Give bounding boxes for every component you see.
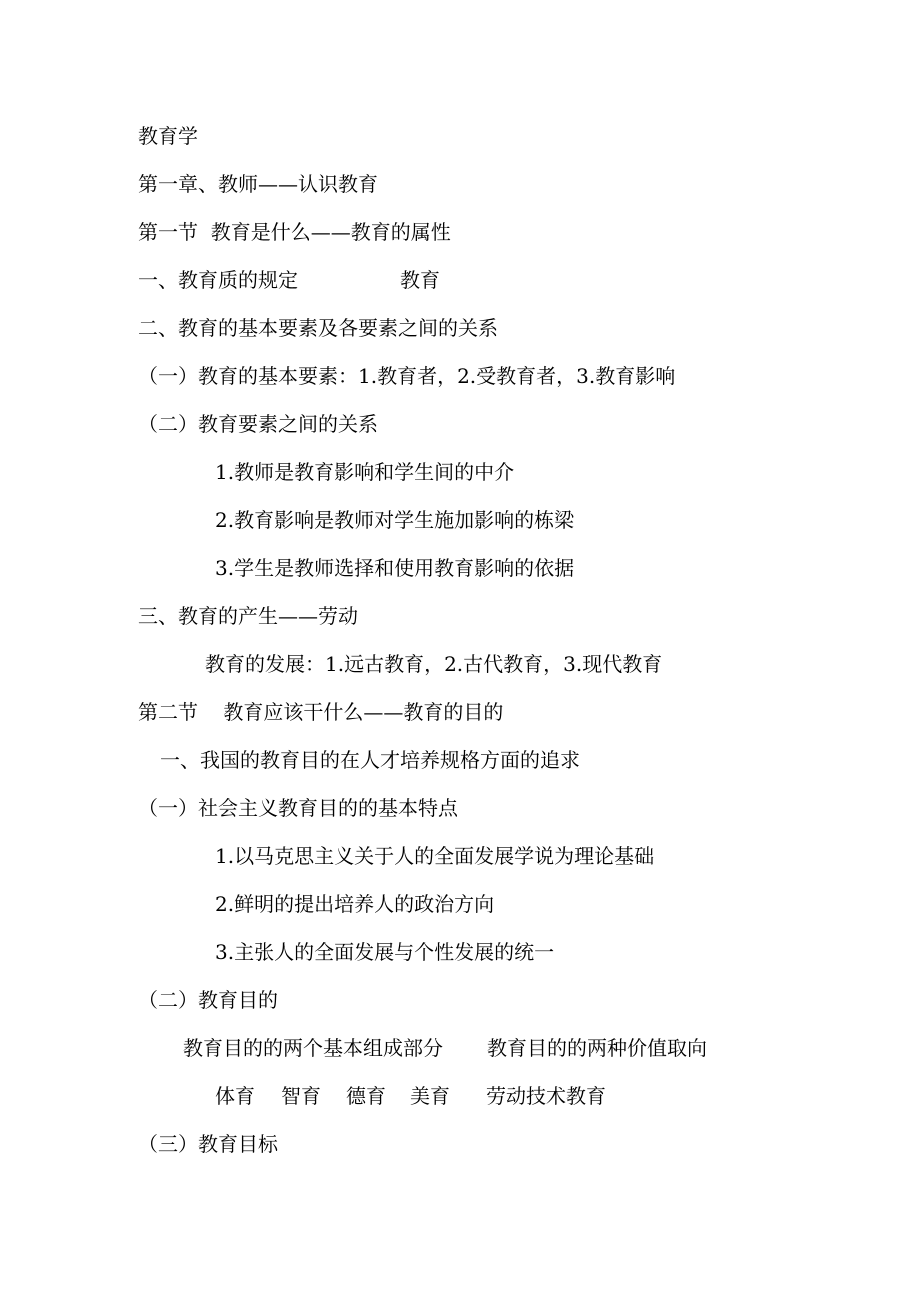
component-item: 智育	[281, 1084, 321, 1108]
outline-point-pair	[183, 1036, 743, 1060]
component-item: 体育	[215, 1084, 255, 1108]
outline-subitem: （二）教育目的	[138, 988, 278, 1012]
component-item: 劳动技术教育	[486, 1084, 606, 1108]
outline-subitem: （一）社会主义教育目的的基本特点	[138, 796, 458, 820]
outline-item: 二、教育的基本要素及各要素之间的关系	[138, 316, 498, 340]
outline-point-left: 教育目的的两个基本组成部分	[183, 1036, 443, 1060]
outline-item-label: 一、教育质的规定	[138, 268, 298, 292]
section-heading: 第二节 教育应该干什么——教育的目的	[138, 700, 504, 724]
outline-point: 教育的发展：1.远古教育，2.古代教育，3.现代教育	[205, 652, 663, 676]
outline-item: 一、我国的教育目的在人才培养规格方面的追求	[160, 748, 580, 772]
document-title: 教育学	[138, 124, 198, 148]
component-item: 美育	[410, 1084, 450, 1108]
chapter-heading: 第一章、教师——认识教育	[138, 172, 378, 196]
outline-subitem: （一）教育的基本要素：1.教育者，2.受教育者，3.教育影响	[138, 364, 676, 388]
outline-point: 2.教育影响是教师对学生施加影响的栋梁	[215, 508, 575, 532]
outline-point: 1.教师是教育影响和学生间的中介	[215, 460, 515, 484]
outline-item	[138, 268, 538, 292]
education-components-row	[215, 1084, 635, 1108]
outline-point: 3.学生是教师选择和使用教育影响的依据	[215, 556, 575, 580]
outline-point: 3.主张人的全面发展与个性发展的统一	[215, 940, 555, 964]
outline-point: 1.以马克思主义关于人的全面发展学说为理论基础	[215, 844, 655, 868]
outline-point-right: 教育目的的两种价值取向	[487, 1036, 707, 1060]
outline-point: 2.鲜明的提出培养人的政治方向	[215, 892, 495, 916]
outline-subitem: （三）教育目标	[138, 1132, 278, 1156]
outline-item: 三、教育的产生——劳动	[138, 604, 358, 628]
outline-subitem: （二）教育要素之间的关系	[138, 412, 378, 436]
component-item: 德育	[346, 1084, 386, 1108]
outline-item-value: 教育	[400, 268, 440, 292]
section-heading: 第一节 教育是什么——教育的属性	[138, 220, 451, 244]
